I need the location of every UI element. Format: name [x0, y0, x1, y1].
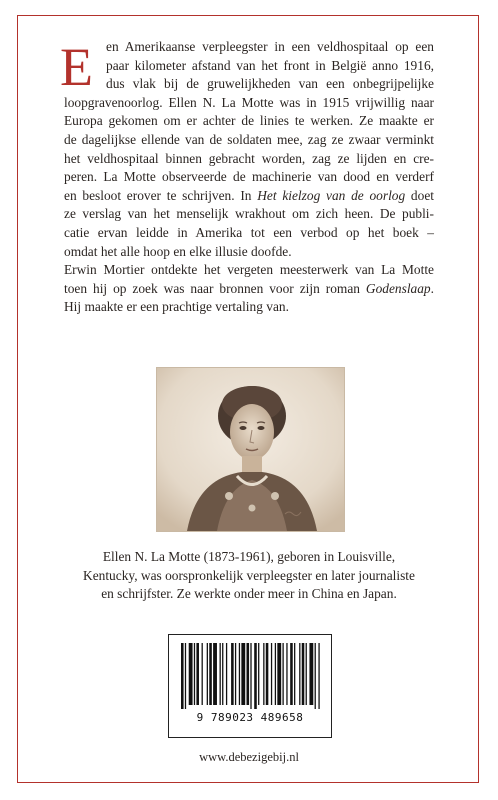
barcode-bar: [294, 643, 295, 705]
barcode-bar: [318, 643, 319, 709]
blurb-line: ze verslag van het menselijk wrakhout om zich heen. De publi-: [64, 206, 434, 222]
blurb-text: [60, 37, 434, 317]
blurb-line: peren. La Motte observeerde de machinerie van dood en verderf: [64, 169, 434, 185]
barcode-bar: [220, 643, 221, 705]
barcode-bar: [299, 643, 300, 705]
barcode-bar: [302, 643, 305, 705]
caption-line: Ellen N. La Motte (1873-1961), geboren in Louisville,: [102, 549, 396, 564]
barcode-bar: [231, 643, 234, 705]
barcode-bar: [315, 643, 316, 709]
caption-line: Kentucky, was oorspronkelijk verpleegster en later journaliste: [83, 567, 415, 583]
blurb-line: omdat het alle hoop en elke illusie doofde.: [64, 243, 292, 259]
blurb-line: Europa gekomen om er achter de linies te werken. Ze maakte er: [64, 113, 434, 129]
blurb-line: de dagelijkse ellende van de soldaten mee, zag ze zwaar verminkt: [64, 131, 434, 147]
blurb-line-start: en besloot erover te schrijven. In: [64, 187, 252, 203]
publisher-website: www.debezigebij.nl: [199, 750, 299, 764]
barcode-bar: [241, 643, 245, 705]
barcode-bar: [196, 643, 199, 705]
barcode-bar: [202, 643, 203, 705]
barcode-bar: [247, 643, 250, 705]
blurb-line-with-title: [64, 187, 434, 206]
book-title: Het kielzog van de oorlog: [257, 187, 406, 203]
barcode-bar: [309, 643, 313, 705]
blurb-line-end: doet: [405, 187, 434, 203]
barcode-bar: [181, 643, 184, 709]
blurb-line: catie ervan leidde in Amerika tot een verbod op het boek –: [64, 224, 434, 240]
barcode-bar: [239, 643, 240, 705]
barcode-bar: [222, 643, 223, 705]
barcode-bars: [181, 643, 321, 709]
barcode-bar: [194, 643, 195, 705]
barcode-bar: [213, 643, 217, 705]
barcode-bar: [275, 643, 276, 705]
blurb-line: dus vlak bij de gruwelijkheden van een onbegrijpelijke: [106, 76, 434, 92]
barcode-bar: [290, 643, 293, 705]
blurb-line-start: toen hij op zoek was naar bronnen voor zijn roman: [64, 280, 360, 296]
barcode-bar: [207, 643, 208, 705]
drop-cap: E: [60, 37, 93, 97]
blurb-line: Hij maakte er een prachtige vertaling van.: [64, 299, 289, 315]
blurb-line: en Amerikaanse verpleegster in een veldhospitaal op een: [106, 39, 434, 54]
barcode-bar: [185, 643, 186, 709]
author-caption: [0, 548, 498, 604]
blurb-line: het veldhospitaal binnen gebracht worden, zag ze lijden en cre-: [64, 150, 434, 166]
blurb-line: Erwin Mortier ontdekte het vergeten meesterwerk van La Motte: [64, 262, 434, 278]
barcode-bar: [286, 643, 287, 705]
caption-line: en schrijfster. Ze werkte onder meer in China en Japan.: [101, 586, 397, 602]
barcode-bar: [263, 643, 264, 705]
barcode-bar: [271, 643, 272, 705]
barcode-bar: [254, 643, 257, 709]
barcode-bar: [209, 643, 212, 705]
barcode-bar: [306, 643, 307, 705]
barcode-bar: [282, 643, 283, 705]
blurb-line-end: .: [430, 280, 434, 296]
novel-title: Godenslaap: [365, 280, 431, 296]
barcode-bar: [266, 643, 269, 705]
isbn-barcode: [168, 634, 332, 738]
blurb-line-with-novel: [64, 280, 434, 299]
barcode-bar: [277, 643, 281, 705]
barcode-bar: [226, 643, 227, 705]
author-portrait: [157, 368, 344, 531]
barcode-bar: [250, 643, 251, 709]
barcode-bar: [235, 643, 236, 705]
isbn-digits: 9 789023 489658: [196, 711, 304, 724]
blurb-line: paar kilometer afstand van het front in België anno 1916,: [106, 57, 434, 73]
barcode-bar: [258, 643, 259, 705]
barcode-bar: [189, 643, 193, 705]
blurb-line: loopgravenoorlog. Ellen N. La Motte was in 1915 vrijwillig naar: [64, 94, 434, 110]
